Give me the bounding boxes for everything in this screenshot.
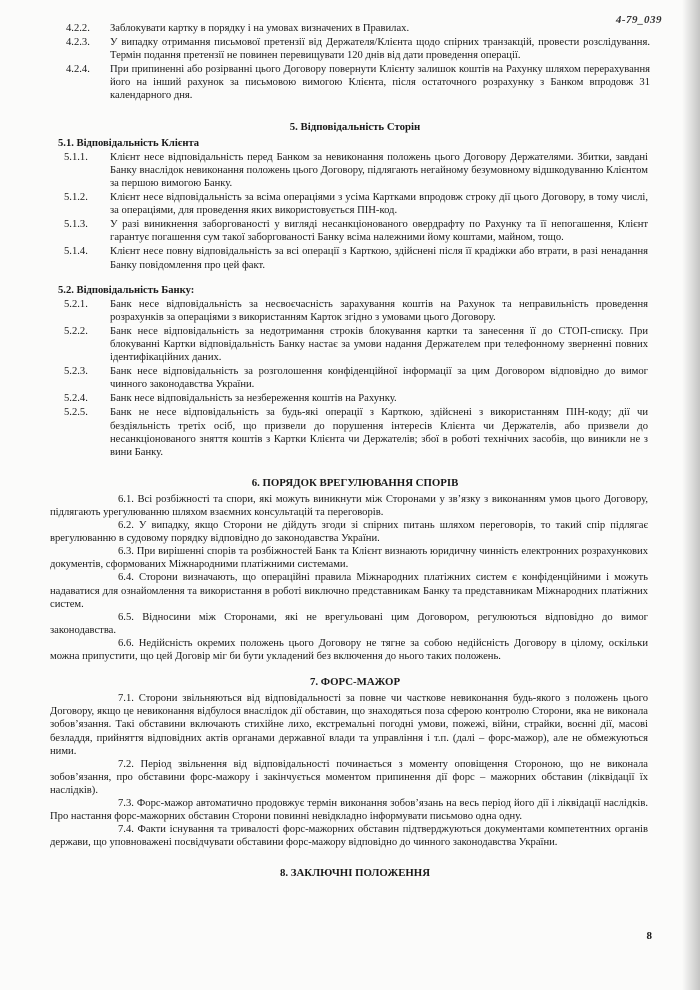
section-6-body xyxy=(50,493,648,663)
clause-number: 5.1.1. xyxy=(64,151,88,163)
clause-number: 5.2.4. xyxy=(64,393,88,405)
clause-5-2-5 xyxy=(60,406,650,458)
clause-number: 5.2.5. xyxy=(64,407,88,419)
paragraph-6-6: 6.6. Недійсність окремих положень цього Договору не тягне за собою недійсність Договору в цілому, оскільки можна припустити, що цей Договір міг би бути укладений без включення до нього таких положень. xyxy=(50,637,648,663)
clause-text: Банк несе відповідальність за розголошення конфіденційної інформації за цим Договором відповідно до вимог чинного законодавства України. xyxy=(110,366,648,391)
subsection-5-2-title: 5.2. Відповідальність Банку: xyxy=(58,284,195,296)
clause-text: У разі виникнення заборгованості у вигляді несанкціонованого овердрафту по Рахунку та її непогашення, Клієнт гарантує погашення сум такої заборгованості Банку всіма належними йому коштами, майном, тощо. xyxy=(110,219,648,244)
clause-number: 5.1.4. xyxy=(64,246,88,258)
section-4-tail xyxy=(60,22,650,103)
clause-text: У випадку отримання письмової претензії від Держателя/Клієнта щодо спірних транзакцій, провести розслідування. Термін подання претензії не повинен перевищувати 120 днів від дати проведення операції. xyxy=(110,37,650,62)
page-number: 8 xyxy=(646,930,652,942)
section-6-heading: 6. ПОРЯДОК ВРЕГУЛЮВАННЯ СПОРІВ xyxy=(251,476,459,489)
corner-stamp: 4-79_039 xyxy=(615,14,662,26)
clause-5-2-1 xyxy=(60,298,650,324)
section-7-heading: 7. ФОРС-МАЖОР xyxy=(309,676,401,689)
section-8-heading: 8. ЗАКЛЮЧНІ ПОЛОЖЕННЯ xyxy=(279,867,431,880)
clause-5-1-2 xyxy=(60,191,650,217)
clause-text: Банк несе відповідальність за недотримання строків блокування картки та занесення її до СТОП-списку. При блокуванні Картки відповідальність Банку настає за умови надання Держателем при телефонному зверненні повних ідентифікаційних даних. xyxy=(110,325,648,364)
clause-4-2-2 xyxy=(60,22,650,35)
scan-shadow-edge xyxy=(682,0,700,990)
document-body xyxy=(50,22,650,883)
clause-number: 5.1.3. xyxy=(64,219,88,231)
clause-4-2-3 xyxy=(60,36,650,62)
clause-text: Банк несе відповідальність за незбереження коштів на Рахунку. xyxy=(110,393,397,405)
clause-number: 4.2.3. xyxy=(66,37,90,49)
paragraph-7-3: 7.3. Форс-мажор автоматично продовжує термін виконання зобов’язань на весь період його дії і ліквідації наслідків. Про настання форс-мажорних обставин Сторони повинні невідкладно інформувати письмово одна одну. xyxy=(50,797,648,823)
paragraph-7-1: 7.1. Сторони звільняються від відповідальності за повне чи часткове невиконання будь-якого з положень цього Договору, якщо це невиконання відбулося внаслідок дії обставин, що знаходяться поза сферою контролю Сторони, яка не виконала зобов’язання. Такі обставини включають стихійне лихо, екстремальні погодні умови, пожежі, війни, страйки, воєнні дії, масові безладдя, прийняття відповідних актів органами державної влади та управління і т.п. (далі – форс-мажор), але не обмежуються ними. xyxy=(50,693,648,757)
clause-5-2-3 xyxy=(60,365,650,391)
clause-5-2-4 xyxy=(60,392,650,405)
clause-number: 4.2.2. xyxy=(66,23,90,34)
clause-number: 4.2.4. xyxy=(66,64,90,76)
section-5-heading: 5. Відповідальність Сторін xyxy=(289,120,421,133)
clause-text: Заблокувати картку в порядку і на умовах визначених в Правилах. xyxy=(110,23,410,34)
clause-text: Клієнт несе відповідальність перед Банком за невиконання положень цього Договору Держателями. Збитки, завдані Банку внаслідок невиконання положень цього Договору, підлягають негайному безумовному відшкодуванню Клієнтом за першою вимогою Банку. xyxy=(110,151,648,189)
clause-text: Банк не несе відповідальність за будь-які операції з Карткою, здійснені з використанням ПІН-коду; дії чи бездіяльність третіх осіб, що призвели до порушення інтересів Клієнта чи Держателів, або призвели до несанкціонованого зняття коштів з Картки Клієнта чи Держателів; збої в роботі технічних засобів, що виникли не з вини Банку. xyxy=(110,407,648,458)
clause-number: 5.2.1. xyxy=(64,298,88,310)
paragraph-6-2: 6.2. У випадку, якщо Сторони не дійдуть згоди зі спірних питань шляхом переговорів, то такий спір підлягає врегулюванню в судовому порядку відповідно до законодавства України. xyxy=(50,520,648,545)
clause-5-1-3 xyxy=(60,218,650,244)
clause-5-2-2 xyxy=(60,325,650,364)
section-7-body xyxy=(50,692,648,849)
clause-number: 5.2.3. xyxy=(64,366,88,378)
clause-number: 5.2.2. xyxy=(64,325,88,337)
clause-text: При припиненні або розірванні цього Договору повернути Клієнту залишок коштів на Рахунку шляхом перерахування його на інший рахунок за письмовою вимогою Клієнта, після остаточного розрахунку з Банком впродовж 31 календарного дня. xyxy=(110,64,650,102)
paragraph-6-3: 6.3. При вирішенні спорів та розбіжностей Банк та Клієнт визнають юридичну чинність електронних розрахункових документів, сформованих Міжнародними платіжними системами. xyxy=(50,546,648,571)
paragraph-7-2: 7.2. Період звільнення від відповідальності починається з моменту оповіщення Стороною, що не виконала зобов’язання, про обставини форс-мажору і закінчується моментом припинення дії форс – мажорних обставин (ліквідації їх наслідків). xyxy=(50,758,648,796)
clause-number: 5.1.2. xyxy=(64,192,88,204)
subsection-5-1-title: 5.1. Відповідальність Клієнта xyxy=(58,137,200,149)
clause-5-1-4 xyxy=(60,245,650,271)
subsection-5-2 xyxy=(60,298,650,459)
paragraph-6-5: 6.5. Відносини між Сторонами, які не врегульовані цим Договором, регулюються відповідно до вимог законодавства. xyxy=(50,611,648,636)
clause-text: Клієнт несе повну відповідальність за всі операції з Карткою, здійснені після її крадіжки або втрати, в разі ненадання Банку повідомлення про цей факт. xyxy=(110,246,648,271)
clause-4-2-4 xyxy=(60,63,650,102)
paragraph-6-4: 6.4. Сторони визначають, що операційні правила Міжнародних платіжних систем є конфіденційними і можуть надаватися для ознайомлення та використання в роботі виключно представникам Банку та представникам Міжнародних платіжних систем. xyxy=(50,572,648,610)
paragraph-7-4: 7.4. Факти існування та тривалості форс-мажорних обставин підтверджуються документами компетентних органів держави, що уповноважені посвідчувати обставини форс-мажору відповідно до чинного законодавства України. xyxy=(50,824,648,849)
subsection-5-1 xyxy=(60,151,650,272)
clause-5-1-1 xyxy=(60,151,650,190)
clause-text: Банк несе відповідальність за несвоєчасність зарахування коштів на Рахунок та неправильність проведення розрахунків за операціями з використанням Карток згідно з умовами цього Договору. xyxy=(110,298,648,323)
clause-text: Клієнт несе відповідальність за всіма операціями з усіма Картками впродовж строку дії цього Договору, в тому числі, за операціями, для проведення яких використовується ПІН-код. xyxy=(110,192,648,217)
paragraph-6-1: 6.1. Всі розбіжності та спори, які можуть виникнути між Сторонами у зв’язку з виконанням умов цього Договору, підлягають урегулюванню шляхом взаємних консультацій та переговорів. xyxy=(50,493,648,518)
